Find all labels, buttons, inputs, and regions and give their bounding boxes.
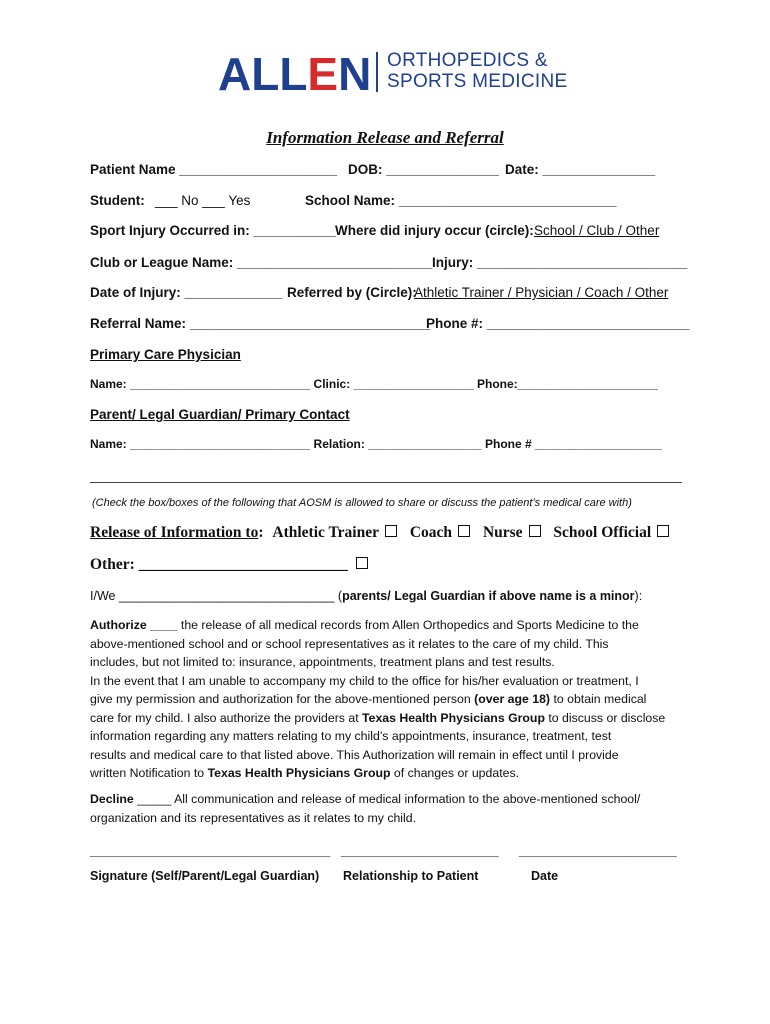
other-row — [90, 556, 368, 574]
release-nurse: Nurse — [482, 524, 523, 541]
decline-paragraph — [90, 790, 640, 827]
logo-wordmark — [218, 47, 371, 101]
date-line[interactable]: _____________________ — [519, 843, 677, 858]
patient-name-field[interactable]: Patient Name _____________________ — [90, 162, 337, 177]
date-label: Date — [531, 869, 559, 883]
release-colon: : — [258, 524, 264, 541]
dob-field[interactable]: DOB: _______________ — [348, 162, 499, 177]
relationship-label: Relationship to Patient — [343, 869, 479, 883]
iwe-end: ): — [634, 589, 643, 603]
authorize-field[interactable]: Authorize ____ — [90, 618, 178, 632]
authorize-line2: above-mentioned school and or school representatives as it relates to the care of my child. This — [90, 636, 609, 651]
decline-field[interactable]: _____ All communication and release of medical information to the above-mentioned school/ — [133, 792, 641, 806]
coach-checkbox[interactable] — [458, 525, 470, 537]
signature-line[interactable]: ________________________________ — [90, 843, 331, 858]
referral-phone-field[interactable]: Phone #: ___________________________ — [426, 316, 690, 331]
date-of-injury-field[interactable]: Date of Injury: _____________ — [90, 285, 283, 300]
where-injury-options[interactable]: School / Club / Other — [534, 223, 660, 238]
logo-divider — [376, 52, 378, 92]
decline-label: Decline — [90, 792, 134, 806]
authorize-paragraph — [90, 616, 665, 783]
nurse-checkbox[interactable] — [529, 525, 541, 537]
authorize-line9b: Texas Health Physicians Group — [207, 766, 391, 780]
page-title: Information Release and Referral — [266, 128, 504, 147]
other-checkbox[interactable] — [356, 557, 368, 569]
logo-text-e: E — [307, 48, 339, 100]
logo-subtitle — [387, 50, 567, 92]
logo-text-n: N — [338, 48, 372, 100]
authorize-line1: the release of all medical records from Allen Orthopedics and Sports Medicine to the — [177, 618, 639, 632]
release-label: Release of Information to — [90, 524, 259, 541]
signature-label: Signature (Self/Parent/Legal Guardian) — [90, 869, 320, 883]
date-field[interactable]: Date: _______________ — [505, 162, 656, 177]
referral-name-field[interactable]: Referral Name: ________________________________ — [90, 316, 431, 331]
guardian-fields[interactable]: Name: ___________________________ Relation: _________________ Phone # ___________________ — [90, 437, 662, 451]
release-school-official: School Official — [553, 524, 652, 541]
where-injury-label: Where did injury occur (circle): — [335, 223, 534, 238]
authorize-line7: information regarding any matters relating to my child’s appointments, insurance, treatment, test — [90, 729, 612, 743]
decline-line2: organization and its representatives as it relates to my child. — [90, 810, 417, 825]
iwe-start: I/We _______________________________ ( — [90, 589, 343, 603]
authorize-line9a: written Notification to — [90, 766, 208, 780]
authorize-line5c: to obtain medical — [550, 692, 647, 706]
authorize-line5b: (over age 18) — [474, 692, 551, 706]
release-row — [90, 524, 669, 542]
share-note: (Check the box/boxes of the following that AOSM is allowed to share or discuss the patient’s medical care with) — [92, 497, 632, 509]
authorize-line9c: of changes or updates. — [390, 766, 520, 780]
student-yes-no[interactable]: ___ No ___ Yes — [155, 193, 251, 208]
authorize-line5a: give my permission and authorization for the above-mentioned person — [90, 692, 475, 706]
school-official-checkbox[interactable] — [657, 525, 669, 537]
club-league-field[interactable]: Club or League Name: __________________________ — [90, 255, 433, 270]
logo-line2: SPORTS MEDICINE — [387, 71, 568, 92]
logo-text-all: ALL — [218, 48, 308, 100]
logo-line1: ORTHOPEDICS & — [387, 50, 548, 71]
release-coach: Coach — [409, 524, 453, 541]
student-label: Student: — [90, 193, 145, 208]
referred-by-label: Referred by (Circle): — [287, 285, 417, 300]
injury-field[interactable]: Injury: ____________________________ — [432, 255, 688, 270]
iwe-line[interactable] — [90, 589, 642, 603]
relationship-line[interactable]: _____________________ — [341, 843, 499, 858]
authorize-line6b: Texas Health Physicians Group — [362, 710, 545, 725]
iwe-guardian-note: parents/ Legal Guardian if above name is a minor — [342, 589, 635, 603]
sport-injury-field[interactable]: Sport Injury Occurred in: ___________ — [90, 223, 337, 238]
section-divider — [90, 482, 682, 483]
referred-by-options[interactable]: Athletic Trainer / Physician / Coach / Other — [414, 285, 669, 300]
school-name-field[interactable]: School Name: _____________________________ — [305, 193, 617, 208]
authorize-line4: In the event that I am unable to accompany my child to the office for his/her evaluation or treatment, I — [90, 673, 639, 688]
pcp-heading: Primary Care Physician — [90, 347, 241, 362]
authorize-line6c: to discuss or disclose — [544, 710, 666, 725]
other-field[interactable]: Other: ___________________________ — [90, 556, 348, 573]
authorize-line6a: care for my child. I also authorize the providers at — [90, 710, 363, 725]
pcp-fields[interactable]: Name: ___________________________ Clinic: __________________ Phone:_____________________ — [90, 377, 658, 391]
authorize-line8: results and medical care to that listed above. This Authorization will remain in effect until I provide — [90, 747, 619, 762]
guardian-heading: Parent/ Legal Guardian/ Primary Contact — [90, 407, 350, 422]
athletic-trainer-checkbox[interactable] — [385, 525, 397, 537]
authorize-line3: includes, but not limited to: insurance, appointments, treatment plans and test results. — [90, 655, 555, 669]
release-athletic-trainer: Athletic Trainer — [272, 524, 379, 541]
